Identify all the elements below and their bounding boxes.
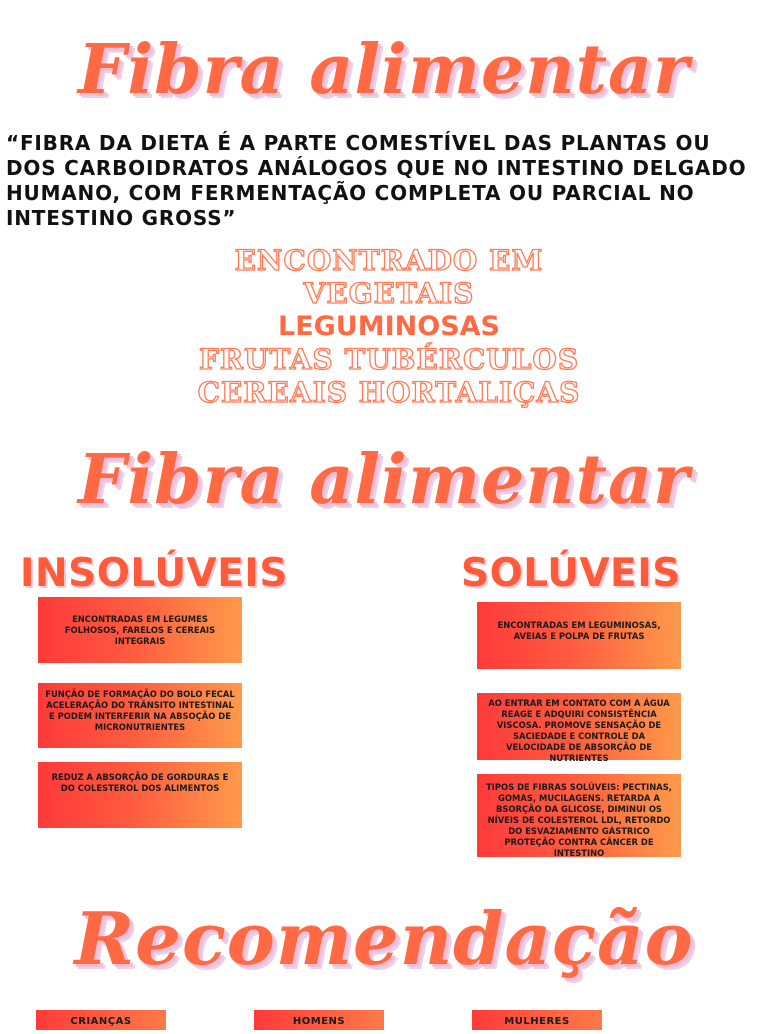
sources-line-fruits-tubers: FRUTAS TUBÉRCULOS bbox=[198, 343, 580, 376]
page-title: Fibra alimentar bbox=[78, 30, 690, 110]
insoluble-card-absorption: REDUZ A ABSORÇÃO DE GORDURAS E DO COLESTEROL DOS ALIMENTOS bbox=[38, 762, 242, 828]
soluble-card-types: TIPOS DE FIBRAS SOLÚVEIS: PECTINAS, GOMAS, MUCILAGENS. RETARDA A BSORÇÃO DA GLICOSE, DIMINUI OS NÍVEIS DE COLESTEROL LDL, RETORDO DO ESVAZIAMENTO GÁSTRICO PROTEÇÃO CONTRA CÂNCER DE INTESTINO bbox=[477, 774, 681, 857]
sources-line-vegetables: VEGETAIS bbox=[303, 277, 475, 310]
soluble-card-sources: ENCONTRADAS EM LEGUMINOSAS, AVEIAS E POLPA DE FRUTAS bbox=[477, 602, 681, 669]
recommendation-tab-women: MULHERES bbox=[472, 1010, 602, 1030]
recommendation-tab-men: HOMENS bbox=[254, 1010, 384, 1030]
sources-line-found-in: ENCONTRADO EM bbox=[234, 244, 544, 277]
section-title-fiber: Fibra alimentar bbox=[78, 440, 690, 520]
definition-quote: “FIBRA DA DIETA É A PARTE COMESTÍVEL DAS PLANTAS OU DOS CARBOIDRATOS ANÁLOGOS QUE NO INTESTINO DELGADO HUMANO, COM FERMENTAÇÃO COMPLETA OU PARCIAL NO INTESTINO GROSS” bbox=[6, 131, 747, 230]
soluble-heading: SOLÚVEIS bbox=[461, 551, 681, 596]
insoluble-heading: INSOLÚVEIS bbox=[20, 551, 288, 596]
insoluble-card-function: FUNÇÃO DE FORMAÇÃO DO BOLO FECAL ACELERAÇÃO DO TRÂNSITO INTESTINAL E PODEM INTERFERIR NA ABSOÇÃO DE MICRONUTRIENTES bbox=[38, 683, 242, 748]
insoluble-card-sources: ENCONTRADAS EM LEGUMES FOLHOSOS, FARELOS E CEREAIS INTEGRAIS bbox=[38, 597, 242, 663]
recommendation-tab-children: CRIANÇAS bbox=[36, 1010, 166, 1030]
recommendation-title: Recomendação bbox=[74, 896, 694, 981]
sources-block bbox=[0, 244, 768, 409]
sources-line-cereals-greens: CEREAIS HORTALIÇAS bbox=[197, 376, 581, 409]
soluble-card-viscosity: AO ENTRAR EM CONTATO COM A ÁGUA REAGE E ADQUIRI CONSISTÊNCIA VISCOSA. PROMOVE SENSAÇÃO DE SACIEDADE E CONTROLE DA VELOCIDADE DE ABSORÇÃO DE NUTRIENTES bbox=[477, 693, 681, 760]
sources-line-legumes: LEGUMINOSAS bbox=[278, 311, 500, 342]
